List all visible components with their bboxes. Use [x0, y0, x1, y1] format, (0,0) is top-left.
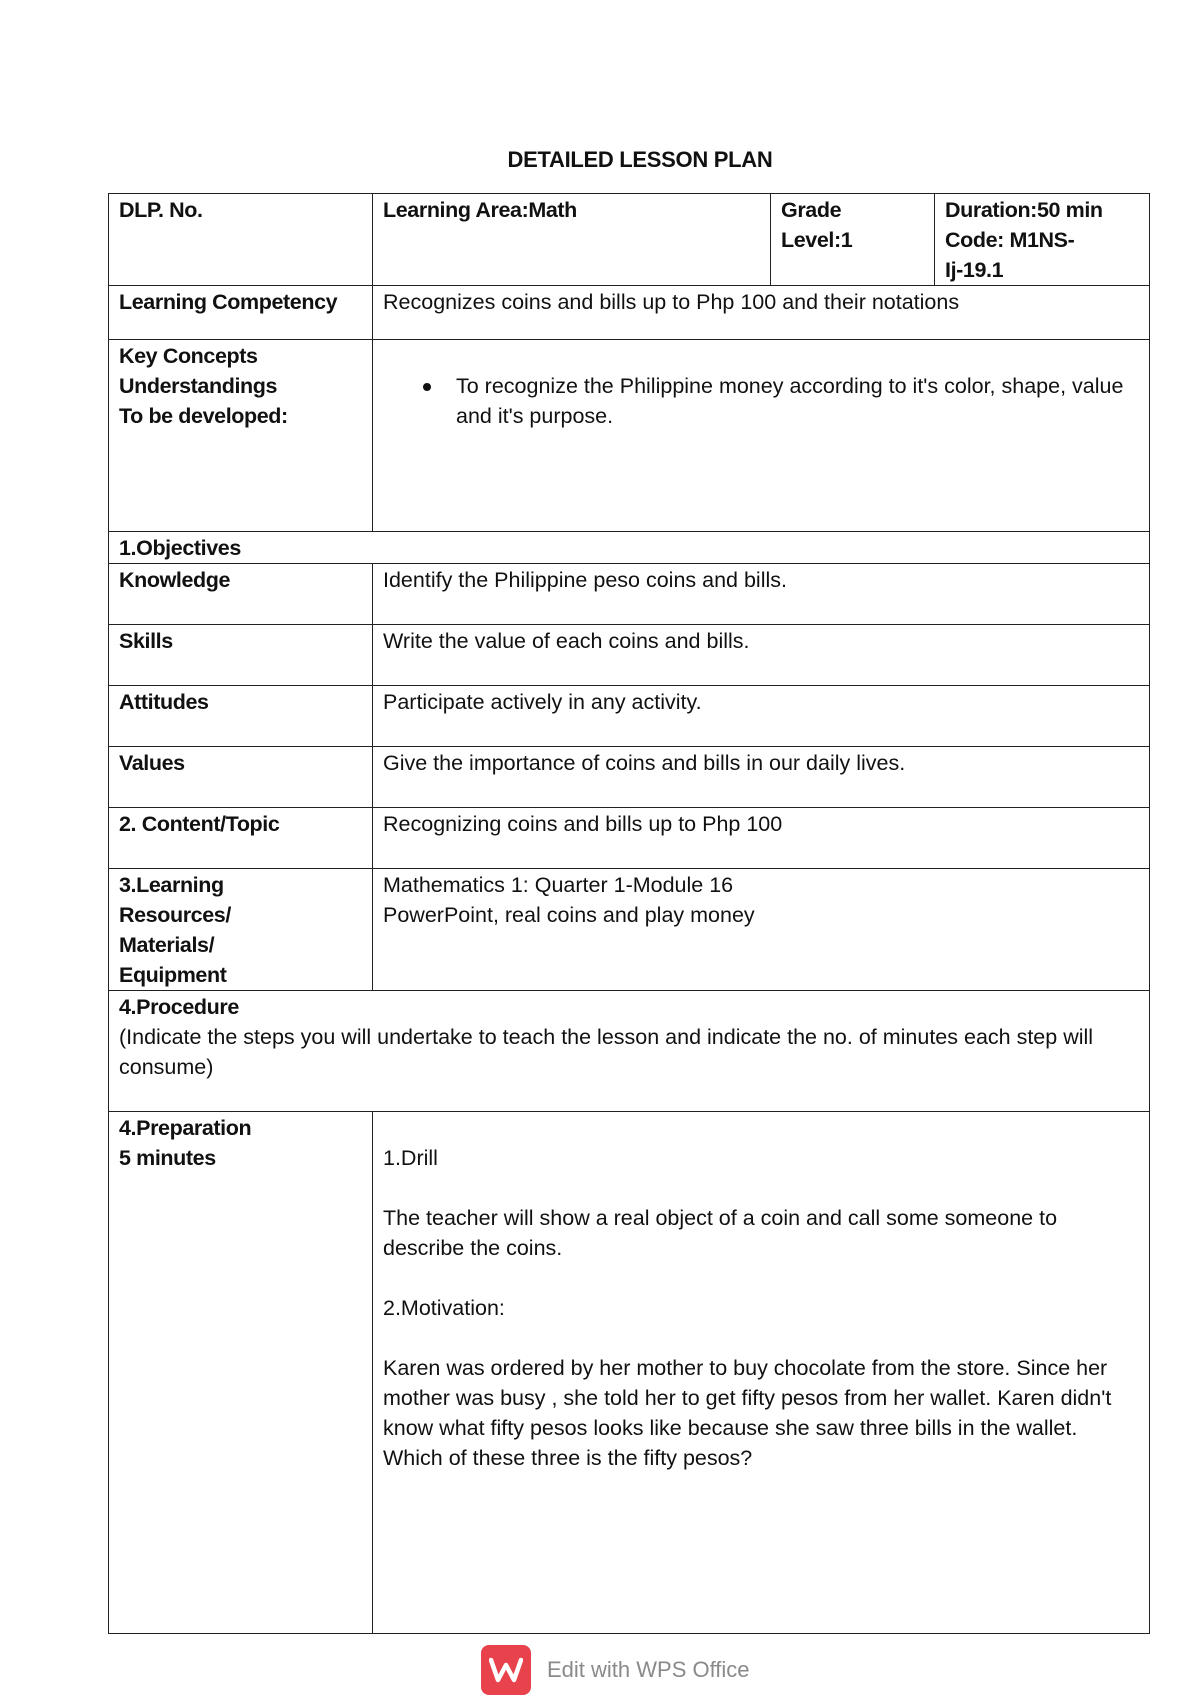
key-concepts-cell — [373, 340, 1150, 532]
table-row — [109, 686, 1150, 747]
learning-competency-value: Recognizes coins and bills up to Php 100 and their notations — [373, 286, 1150, 340]
wps-logo-icon — [481, 1645, 531, 1695]
wps-edit-banner[interactable] — [481, 1644, 750, 1696]
resources-value: Mathematics 1: Quarter 1-Module 16 PowerPoint, real coins and play money — [373, 869, 1150, 991]
table-row — [109, 625, 1150, 686]
motivation-text: Karen was ordered by her mother to buy chocolate from the store. Since her mother was busy , she told her to get fifty pesos from her wallet. Karen didn't know what fifty pesos looks like because she saw three bills in the wallet. Which of these three is the fifty pesos? — [383, 1356, 1112, 1470]
values-label: Values — [109, 747, 373, 808]
learning-competency-label: Learning Competency — [109, 286, 373, 340]
bullet-icon — [423, 383, 431, 391]
grade-level-cell: Grade Level:1 — [771, 194, 935, 286]
key-concept-text: To recognize the Philippine money according to it's color, shape, value and it's purpose. — [456, 374, 1124, 428]
knowledge-label: Knowledge — [109, 564, 373, 625]
attitudes-value: Participate actively in any activity. — [373, 686, 1150, 747]
lesson-plan-table — [108, 193, 1150, 1634]
content-topic-row — [109, 808, 1150, 869]
header-row — [109, 194, 1150, 286]
dlp-no-cell: DLP. No. — [109, 194, 373, 286]
resources-label: 3.Learning Resources/ Materials/ Equipment — [109, 869, 373, 991]
preparation-label: 4.Preparation 5 minutes — [109, 1112, 373, 1634]
wps-edit-link[interactable]: Edit with WPS Office — [547, 1657, 750, 1682]
objectives-header-row — [109, 532, 1150, 564]
content-topic-value: Recognizing coins and bills up to Php 100 — [373, 808, 1150, 869]
learning-area-cell: Learning Area:Math — [373, 194, 771, 286]
document-title: DETAILED LESSON PLAN — [507, 147, 773, 172]
objectives-label: 1.Objectives — [109, 532, 1150, 564]
table-row — [109, 747, 1150, 808]
table-row — [109, 564, 1150, 625]
key-concepts-label: Key Concepts Understandings To be developed: — [109, 340, 373, 532]
drill-title: 1.Drill — [383, 1146, 438, 1170]
procedure-label: 4.Procedure — [119, 995, 239, 1019]
values-value: Give the importance of coins and bills in our daily lives. — [373, 747, 1150, 808]
list-item — [383, 371, 1139, 431]
attitudes-label: Attitudes — [109, 686, 373, 747]
drill-text: The teacher will show a real object of a coin and call some someone to describe the coins. — [383, 1206, 1058, 1260]
skills-label: Skills — [109, 625, 373, 686]
skills-value: Write the value of each coins and bills. — [373, 625, 1150, 686]
preparation-content — [373, 1112, 1150, 1634]
duration-code-cell: Duration:50 min Code: M1NS- Ij-19.1 — [935, 194, 1150, 286]
knowledge-value: Identify the Philippine peso coins and bills. — [373, 564, 1150, 625]
key-concepts-row — [109, 340, 1150, 532]
resources-row — [109, 869, 1150, 991]
procedure-note: (Indicate the steps you will undertake to teach the lesson and indicate the no. of minutes each step will consume) — [119, 1025, 1094, 1079]
learning-competency-row — [109, 286, 1150, 340]
motivation-title: 2.Motivation: — [383, 1296, 505, 1320]
content-topic-label: 2. Content/Topic — [109, 808, 373, 869]
preparation-row — [109, 1112, 1150, 1634]
procedure-row — [109, 991, 1150, 1112]
procedure-cell — [109, 991, 1150, 1112]
key-concepts-list — [383, 371, 1139, 431]
